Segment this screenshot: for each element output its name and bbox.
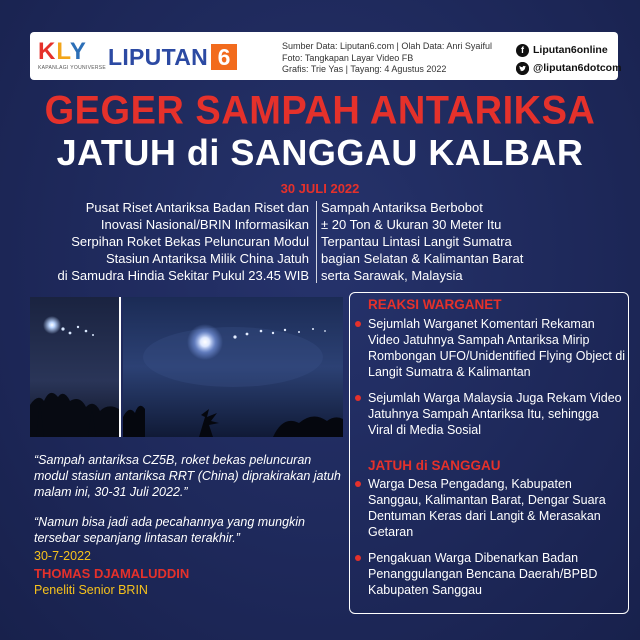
night-sky-photo-left [30,297,121,437]
reaksi-item-text: Sejumlah Warganet Komentari Rekaman Video Jatuhnya Sampah Antariksa Mirip Rombongan UFO/Unidentified Flying Object di Langit Sumatra & Kalimantan [368,317,626,379]
liputan6-logo-number: 6 [211,44,237,70]
intro-right-paragraph [321,199,621,284]
kly-logo-mark: KLY [38,38,87,65]
credits-block [282,41,492,76]
quote-author-name: THOMAS DJAMALUDDIN [34,566,190,581]
reaksi-warganet-heading: REAKSI WARGANET [368,297,502,312]
night-sky-photo-right [123,297,343,437]
sanggau-item-text: Pengakuan Warga Dibenarkan Badan Penanggulangan Bencana Daerah/BPBD Kabupaten Sanggau [368,551,598,597]
intro-right-line: bagian Selatan & Kalimantan Barat [321,251,524,266]
liputan6-logo-word: LIPUTAN [108,43,209,70]
header-bar [30,32,622,80]
credit-photo: Foto: Tangkapan Layar Video FB [282,52,414,63]
intro-divider [316,201,317,283]
intro-right-line: serta Sarawak, Malaysia [321,268,463,283]
headline-line1: GEGER SAMPAH ANTARIKSA [44,88,596,134]
quote-text-2: “Namun bisa jadi ada pecahannya yang mungkin tersebar sepanjang lintasan terakhir.” [34,515,306,545]
intro-left-line: Inovasi Nasional/BRIN Informasikan [100,217,309,232]
twitter-link[interactable] [516,59,621,77]
bullet-dot [355,555,361,561]
facebook-link[interactable] [516,41,621,59]
bullet-dot [355,395,361,401]
social-links [516,41,621,77]
quote-date: 30-7-2022 [34,549,91,563]
sanggau-item-text: Warga Desa Pengadang, Kabupaten Sanggau, Kalimantan Barat, Dengar Suara Dentuman Keras dari Langit & Merasakan Getaran [368,477,606,539]
intro-right-line: Sampah Antariksa Berbobot [321,200,483,215]
quote-text-1: “Sampah antariksa CZ5B, roket bekas peluncuran modul stasiun antariksa RRT (China) diprakirakan jatuh malam ini, 30-31 Juli 2022.” [34,453,341,499]
quote-author-role: Peneliti Senior BRIN [34,583,148,597]
kly-logo [38,38,107,76]
liputan6-logo [108,44,237,70]
reaksi-item-text: Sejumlah Warga Malaysia Juga Rekam Video Jatuhnya Sampah Antariksa Itu, sehingga Viral di Media Sosial [368,391,622,437]
facebook-icon: f [516,44,529,57]
bullet-dot [355,481,361,487]
facebook-handle: Liputan6online [533,44,608,56]
intro-left-line: Serpihan Roket Bekas Peluncuran Modul [71,234,309,249]
credit-graphic: Grafis: Trie Yas | Tayang: 4 Agustus 2022 [282,64,447,74]
credit-source: Sumber Data: Liputan6.com | Olah Data: Anri Syaiful [282,41,492,51]
bullet-dot [355,321,361,327]
headline-line2: JATUH di SANGGAU KALBAR [56,132,584,173]
twitter-icon [516,62,529,75]
event-date: 30 JULI 2022 [280,181,360,196]
kly-tagline: KAPANLAGI YOUNIVERSE [38,65,107,71]
intro-left-line: Stasiun Antariksa Milik China Jatuh [105,251,309,266]
intro-right-line: Terpantau Lintasi Langit Sumatra [321,234,512,249]
intro-left-paragraph [20,199,309,284]
jatuh-sanggau-heading: JATUH di SANGGAU [368,458,501,473]
intro-right-line: ± 20 Ton & Ukuran 30 Meter Itu [321,217,502,232]
twitter-handle: @liputan6dotcom [533,62,622,74]
intro-left-line: Pusat Riset Antariksa Badan Riset dan [85,200,309,215]
intro-left-line: di Samudra Hindia Sekitar Pukul 23.45 WIB [57,268,309,283]
